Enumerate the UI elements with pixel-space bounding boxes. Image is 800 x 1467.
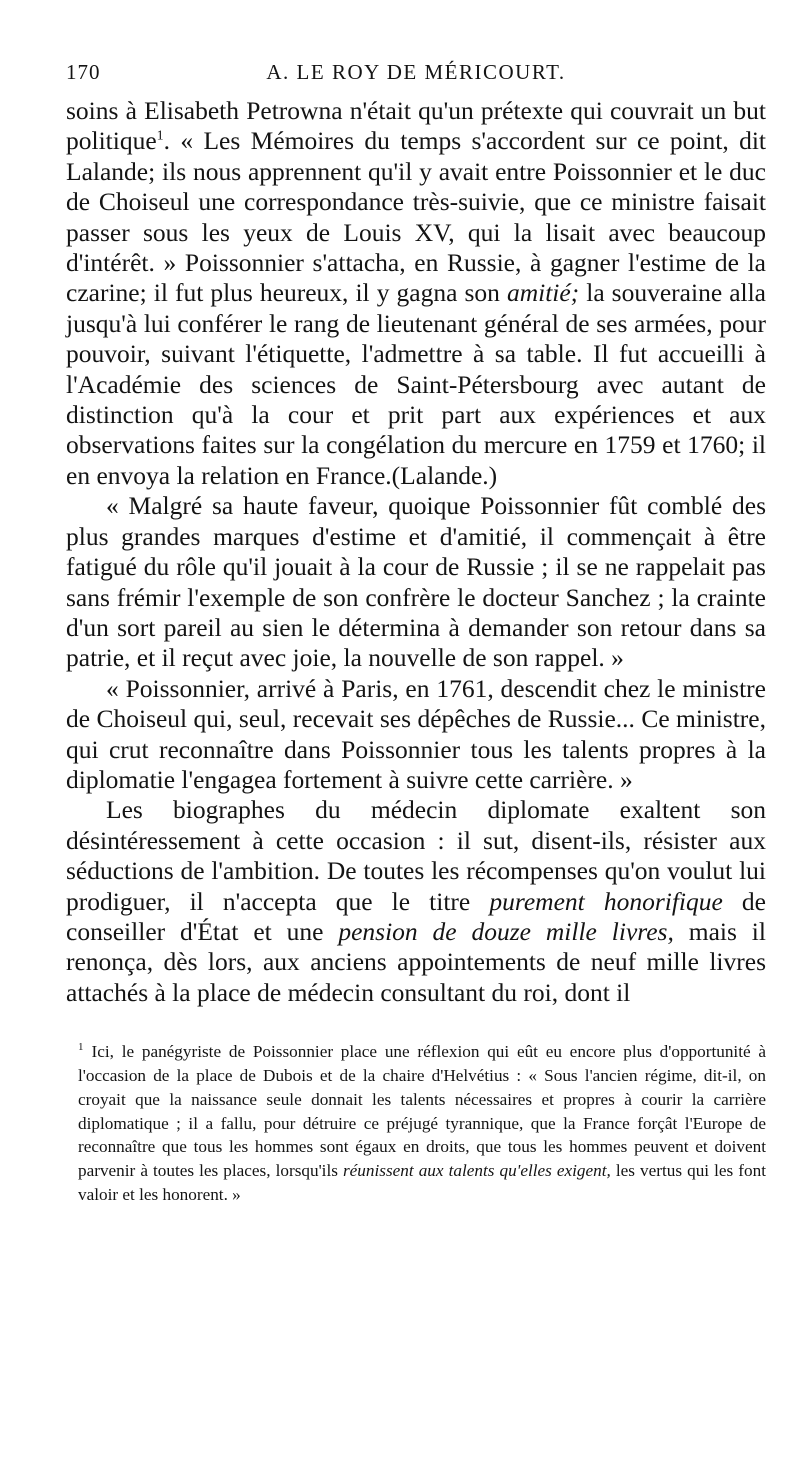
- page-number: 170: [66, 60, 101, 84]
- text-segment: Ici, le panégyriste de Poissonnier place une réflexion qui eût eu encore plus d'opportunité à l'occasion de la place de Dubois et de la chaire d'Helvétius : « Sous l'ancien régime, dit-il, on croyait que la naissance seule donnait les talents nécessaires et propres à courir la carrière diplomatique ; il a fallu, pour détruire ce préjugé tyrannique, que la France forçât l'Europe de reconnaître que tous les hommes sont égaux en droits, que tous les hommes peuvent et doivent parvenir à toutes les places, lorsqu'ils: [78, 1042, 766, 1181]
- paragraph-4: [66, 795, 766, 1008]
- text-segment: mais il renonça, dès lors, aux anciens appointements de neuf mille livres attachés à la place de médecin consultant du roi, dont il: [66, 916, 766, 1007]
- text-segment: les vertus qui les font valoir et les honorent. »: [78, 1161, 766, 1204]
- italic-text: purement honorifique: [489, 886, 723, 916]
- italic-text: amitié;: [506, 278, 580, 308]
- text-segment: « Malgré sa haute faveur, quoique Poissonnier fût comblé des plus grandes marques d'estime et d'amitié, il commençait à être fatigué du rôle qu'il jouait à la cour de Russie ; il se ne rappelait pas sans frémir l'exemple de son confrère le docteur Sanchez ; la crainte d'un sort pareil au sien le détermina à demander son retour dans sa patrie, et il reçut avec joie, la nouvelle de son rappel. »: [66, 491, 766, 673]
- footnotes: [66, 1040, 766, 1207]
- text-segment: la souveraine alla jusqu'à lui conférer le rang de lieutenant général de ses armées, pour pouvoir, suivant l'étiquette, l'admettre à sa table. Il fut accueilli à l'Académie des sciences de Saint-Pétersbourg avec autant de distinction qu'à la cour et prit part aux expériences et aux observations faites sur la congélation du mercure en 1759 et 1760; il en envoya la relation en France.(Lalande.): [66, 278, 767, 490]
- text-segment: soins à Elisabeth Petrowna n'était qu'un prétexte qui couvrait un but politique: [66, 96, 766, 156]
- text-segment: Les biographes du médecin diplomate exaltent son désintéressement à cette occasion : il sut, disent-ils, résister aux séductions de l'ambition. De toutes les récompenses qu'on voulut lui prodiguer, il n'accepta que le titre: [66, 795, 766, 916]
- book-page: [66, 60, 766, 1207]
- footnote-1: [78, 1040, 766, 1207]
- footnote-reference: 1: [156, 128, 164, 144]
- footnote-mark: 1: [78, 1041, 84, 1054]
- text-segment: de conseiller d'État et une: [66, 886, 767, 946]
- text-segment: . « Les Mémoires du temps s'accordent sur ce point, dit Lalande; ils nous apprennent qu'il y avait entre Poissonnier et le duc de Choiseul une correspondance très-suivie, que ce ministre faisait passer sous les yeux de Louis XV, qui la lisait avec beaucoup d'intérêt. » Poissonnier s'attacha, en Russie, à gagner l'estime de la czarine; il fut plus heureux, il y gagna son: [66, 126, 766, 308]
- running-head: [66, 60, 766, 90]
- italic-text: pension de douze mille livres,: [338, 916, 674, 946]
- text-segment: « Poissonnier, arrivé à Paris, en 1761, descendit chez le ministre de Choiseul qui, seul, recevait ses dépêches de Russie... Ce ministre, qui crut reconnaître dans Poissonnier tous les talents propres à la diplomatie l'engagea fortement à suivre cette carrière. »: [66, 673, 766, 794]
- body-text: [66, 96, 766, 1008]
- running-head-title: A. LE ROY DE MÉRICOURT.: [266, 60, 566, 84]
- italic-text: réunissent aux talents qu'elles exigent,: [342, 1161, 611, 1181]
- paragraph-1: [66, 96, 766, 491]
- paragraph-3: [66, 674, 766, 796]
- paragraph-2: [66, 491, 766, 673]
